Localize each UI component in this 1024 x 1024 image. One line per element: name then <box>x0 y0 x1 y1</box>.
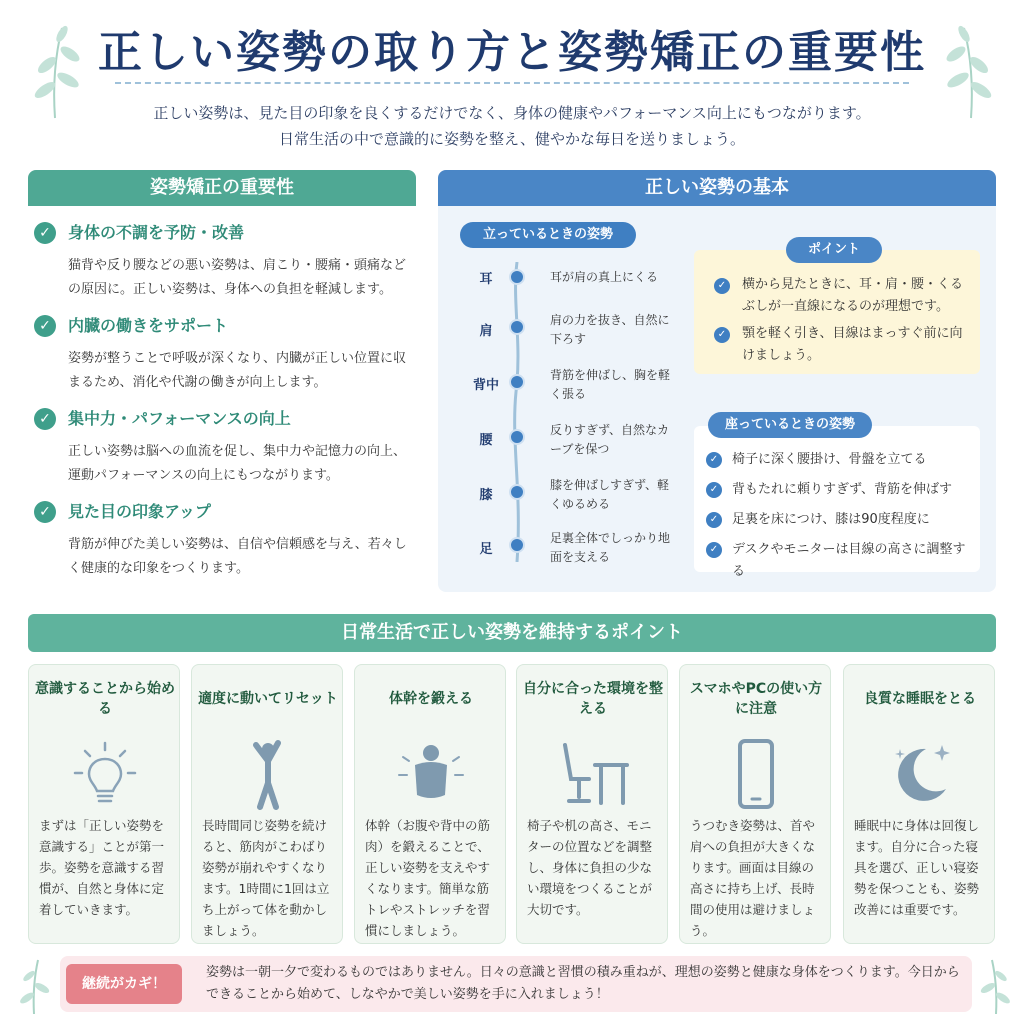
stretch-icon <box>228 735 308 815</box>
benefit-title: 内臓の働きをサポート <box>68 316 229 335</box>
tip-title: 体幹を鍛える <box>389 691 473 707</box>
footer-text: 姿勢は一朝一夕で変わるものではありません。日々の意識と習慣の積み重ねが、理想の姿勢と健康な身体をつくります。今日からできることから始めて、しなやかで美しい姿勢を手に入れましょう！ <box>206 965 960 1002</box>
check-icon: ✓ <box>706 542 722 558</box>
sitting-label: 座っているときの姿勢 <box>708 412 872 438</box>
leaf-decoration-bottom-left <box>14 956 54 1016</box>
desk-chair-icon <box>553 735 633 815</box>
tip-body: まずは「正しい姿勢を意識する」ことが第一歩。姿勢を意識する習慣が、自然と身体に定着していきます。 <box>39 818 165 917</box>
benefit-item <box>34 408 414 488</box>
check-icon: ✓ <box>706 482 722 498</box>
tip-body: うつむき姿勢は、首や肩への負担が大きくなります。画面は目線の高さに持ち上げ、長時間の使用は避けましょう。 <box>690 818 816 938</box>
sitting-item: 足裏を床につけ、膝は90度程度に <box>732 512 930 527</box>
point-text: 横から見たときに、耳・肩・腰・くるぶしが一直線になるのが理想です。 <box>742 277 964 314</box>
smartphone-icon <box>716 735 796 815</box>
benefit-item <box>34 315 414 395</box>
check-icon: ✓ <box>34 315 56 337</box>
tip-title: 意識することから始める <box>35 681 175 717</box>
tip-title: スマホやPCの使い方に注意 <box>689 681 823 717</box>
check-icon: ✓ <box>34 501 56 523</box>
leaf-decoration-bottom-right <box>976 956 1016 1016</box>
check-icon: ✓ <box>714 278 730 294</box>
benefit-title: 見た目の印象アップ <box>68 502 211 521</box>
check-icon: ✓ <box>34 222 56 244</box>
tip-card <box>191 664 343 944</box>
check-icon: ✓ <box>34 408 56 430</box>
body-part-label: 足 <box>479 542 493 557</box>
body-part-label: 耳 <box>479 272 493 287</box>
tip-card <box>28 664 180 944</box>
benefit-item <box>34 222 414 302</box>
body-part-label: 腰 <box>479 433 493 448</box>
intro-text <box>0 100 1024 152</box>
benefit-title: 集中力・パフォーマンスの向上 <box>68 409 291 428</box>
tip-title: 適度に動いてリセット <box>198 691 338 707</box>
benefit-item <box>34 501 414 581</box>
daily-header: 日常生活で正しい姿勢を維持するポイント <box>28 614 996 652</box>
lightbulb-icon <box>65 735 145 815</box>
footer-badge: 継続がカギ！ <box>66 964 182 1004</box>
moon-icon <box>880 735 960 815</box>
point-label: ポイント <box>786 237 882 263</box>
benefit-title: 身体の不調を予防・改善 <box>68 223 245 242</box>
body-part-marker <box>509 374 525 390</box>
page-title: 正しい姿勢の取り方と姿勢矯正の重要性 <box>98 27 926 78</box>
body-part-desc: 肩の力を抜き、自然に下ろす <box>550 313 670 346</box>
body-part-desc: 膝を伸ばしすぎず、軽くゆるめる <box>550 478 670 511</box>
body-part-label: 背中 <box>472 378 499 393</box>
benefit-body: 背筋が伸びた美しい姿勢は、自信や信頼感を与え、若々しく健康的な印象をつくります。 <box>68 537 407 576</box>
check-icon: ✓ <box>706 512 722 528</box>
benefit-body: 姿勢が整うことで呼吸が深くなり、内臓が正しい位置に収まるため、消化や代謝の働きが向上します。 <box>68 351 407 390</box>
importance-header: 姿勢矯正の重要性 <box>28 170 416 206</box>
body-part-desc: 反りすぎず、自然なカーブを保つ <box>550 423 670 456</box>
body-part-label: 肩 <box>479 324 493 339</box>
body-part-desc: 耳が肩の真上にくる <box>550 270 659 284</box>
tip-card <box>679 664 831 944</box>
body-part-marker <box>509 429 525 445</box>
body-part-label: 膝 <box>479 488 493 503</box>
torso-icon <box>391 735 471 815</box>
check-icon: ✓ <box>706 452 722 468</box>
body-part-marker <box>509 484 525 500</box>
point-text: 顎を軽く引き、目線はまっすぐ前に向けましょう。 <box>742 326 963 363</box>
body-part-desc: 背筋を伸ばし、胸を軽く張る <box>550 368 671 401</box>
intro-line: 正しい姿勢は、見た目の印象を良くするだけでなく、身体の健康やパフォーマンス向上にもつながります。 <box>153 104 871 122</box>
spine-line <box>510 262 524 562</box>
tip-body: 体幹（お腹や背中の筋肉）を鍛えることで、正しい姿勢を支えやすくなります。簡単な筋トレやストレッチを習慣にしましょう。 <box>365 818 491 938</box>
sitting-item: 椅子に深く腰掛け、骨盤を立てる <box>732 452 927 467</box>
body-part-marker <box>509 319 525 335</box>
body-part-desc: 足裏全体でしっかり地面を支える <box>550 531 671 564</box>
standing-label: 立っているときの姿勢 <box>460 222 636 248</box>
body-part-marker <box>509 537 525 553</box>
tip-title: 自分に合った環境を整える <box>523 681 663 717</box>
tip-body: 長時間同じ姿勢を続けると、筋肉がこわばり姿勢が崩れやすくなります。1時間に1回は立ち上がって体を動かしましょう。 <box>202 818 330 938</box>
tip-body: 睡眠中に身体は回復します。自分に合った寝具を選び、正しい寝姿勢を保つことも、姿勢改善には重要です。 <box>854 818 980 917</box>
tip-card <box>843 664 995 944</box>
tip-title: 良質な睡眠をとる <box>864 691 976 707</box>
intro-line: 日常生活の中で意識的に姿勢を整え、健やかな毎日を送りましょう。 <box>279 130 745 148</box>
title-divider <box>115 82 909 84</box>
tip-body: 椅子や机の高さ、モニターの位置などを調整し、身体に負担の少ない環境をつくることが大切です。 <box>527 818 653 917</box>
tip-card <box>516 664 668 944</box>
benefit-body: 正しい姿勢は脳への血流を促し、集中力や記憶力の向上、運動パフォーマンスの向上にもつながります。 <box>68 444 407 483</box>
sitting-item: デスクやモニターは目線の高さに調整する <box>732 542 966 579</box>
tip-card <box>354 664 506 944</box>
check-icon: ✓ <box>714 327 730 343</box>
basics-header: 正しい姿勢の基本 <box>438 170 996 206</box>
body-part-marker <box>509 269 525 285</box>
sitting-item: 背もたれに頼りすぎず、背筋を伸ばす <box>732 482 952 497</box>
benefit-body: 猫背や反り腰などの悪い姿勢は、肩こり・腰痛・頭痛などの原因に。正しい姿勢は、身体への負担を軽減します。 <box>68 258 407 297</box>
